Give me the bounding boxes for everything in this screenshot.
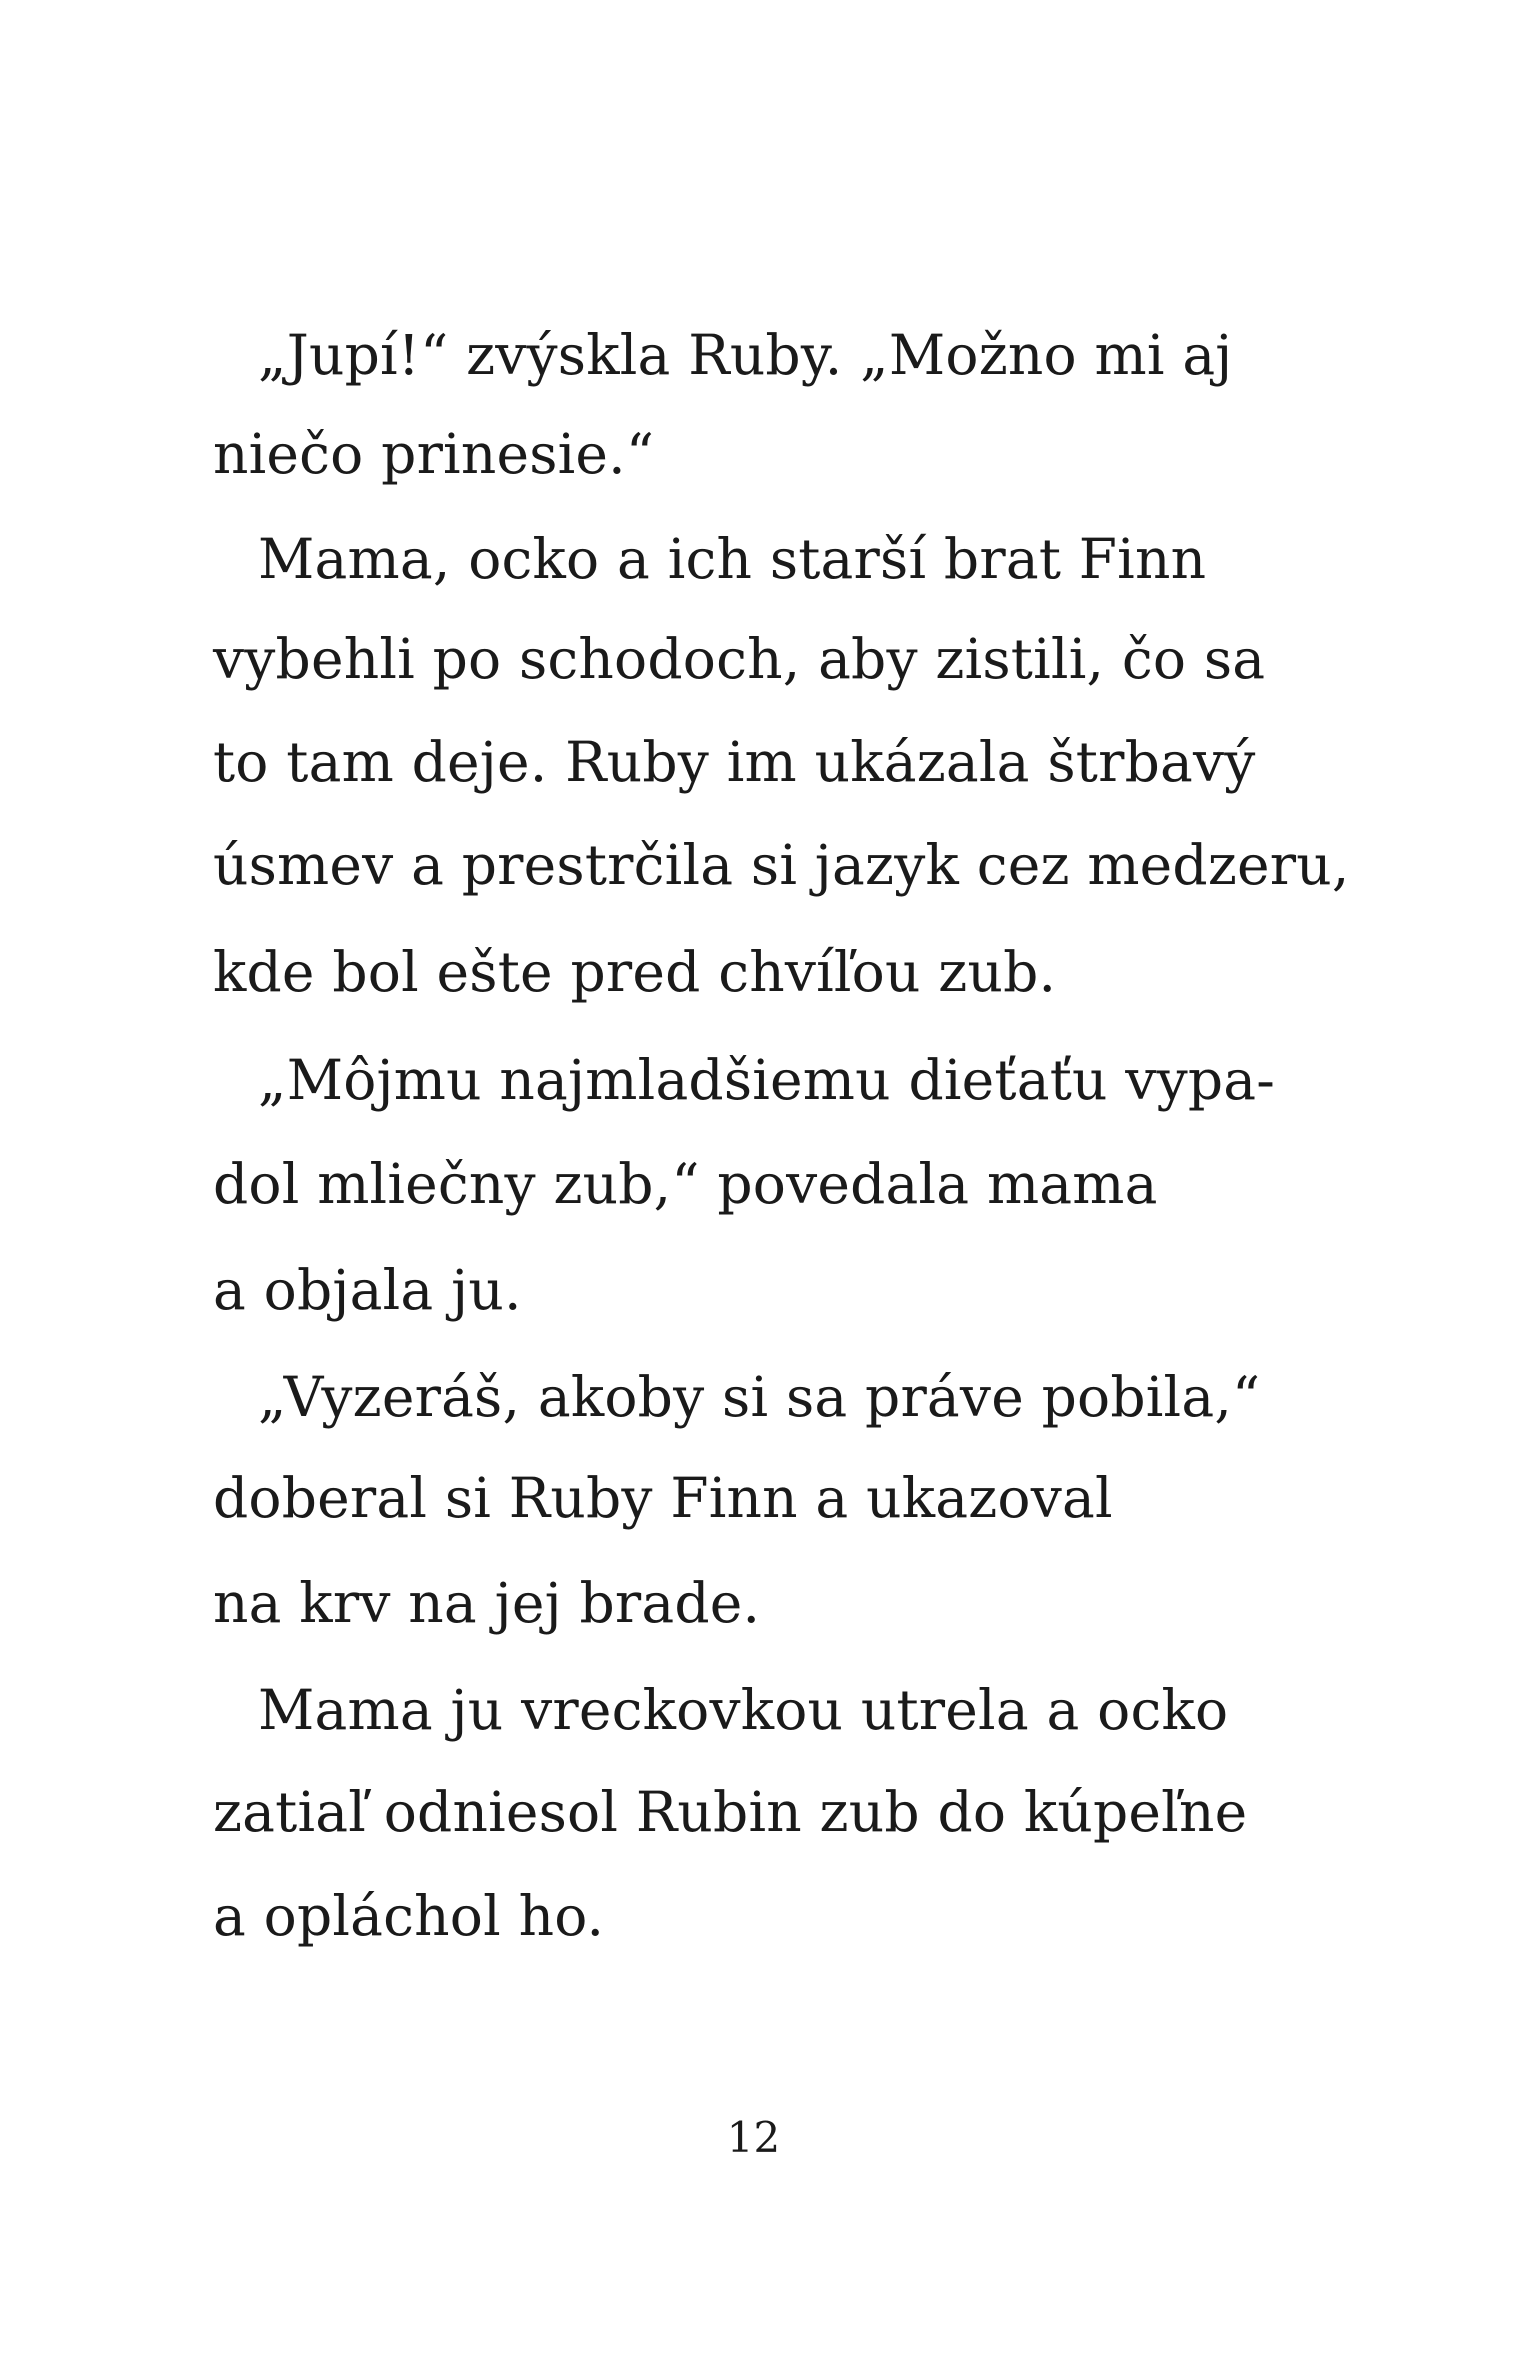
text-line-2: niečo prinesie.“ — [213, 422, 655, 486]
text-line-9: dol mliečny zub,“ povedala mama — [213, 1152, 1158, 1216]
text-line-11: „Vyzeráš, akoby si sa práve pobila,“ — [258, 1365, 1261, 1429]
text-line-13: na krv na jej brade. — [213, 1571, 761, 1635]
page-number: 12 — [726, 2113, 781, 2162]
text-line-8: „Môjmu najmladšiemu dieťaťu vypa- — [258, 1048, 1276, 1112]
text-line-6: úsmev a prestrčila si jazyk cez medzeru, — [213, 833, 1350, 897]
text-line-15: zatiaľ odniesol Rubin zub do kúpeľne — [213, 1780, 1248, 1844]
text-line-3: Mama, ocko a ich starší brat Finn — [258, 527, 1207, 591]
text-line-5: to tam deje. Ruby im ukázala štrbavý — [213, 730, 1256, 794]
text-line-7: kde bol ešte pred chvíľou zub. — [213, 940, 1057, 1004]
text-line-16: a opláchol ho. — [213, 1884, 605, 1948]
text-line-1: „Jupí!“ zvýskla Ruby. „Možno mi aj — [258, 323, 1233, 387]
text-line-14: Mama ju vreckovkou utrela a ocko — [258, 1678, 1229, 1742]
text-line-12: doberal si Ruby Finn a ukazoval — [213, 1466, 1113, 1530]
text-line-10: a objala ju. — [213, 1258, 522, 1322]
text-line-4: vybehli po schodoch, aby zistili, čo sa — [213, 627, 1266, 691]
